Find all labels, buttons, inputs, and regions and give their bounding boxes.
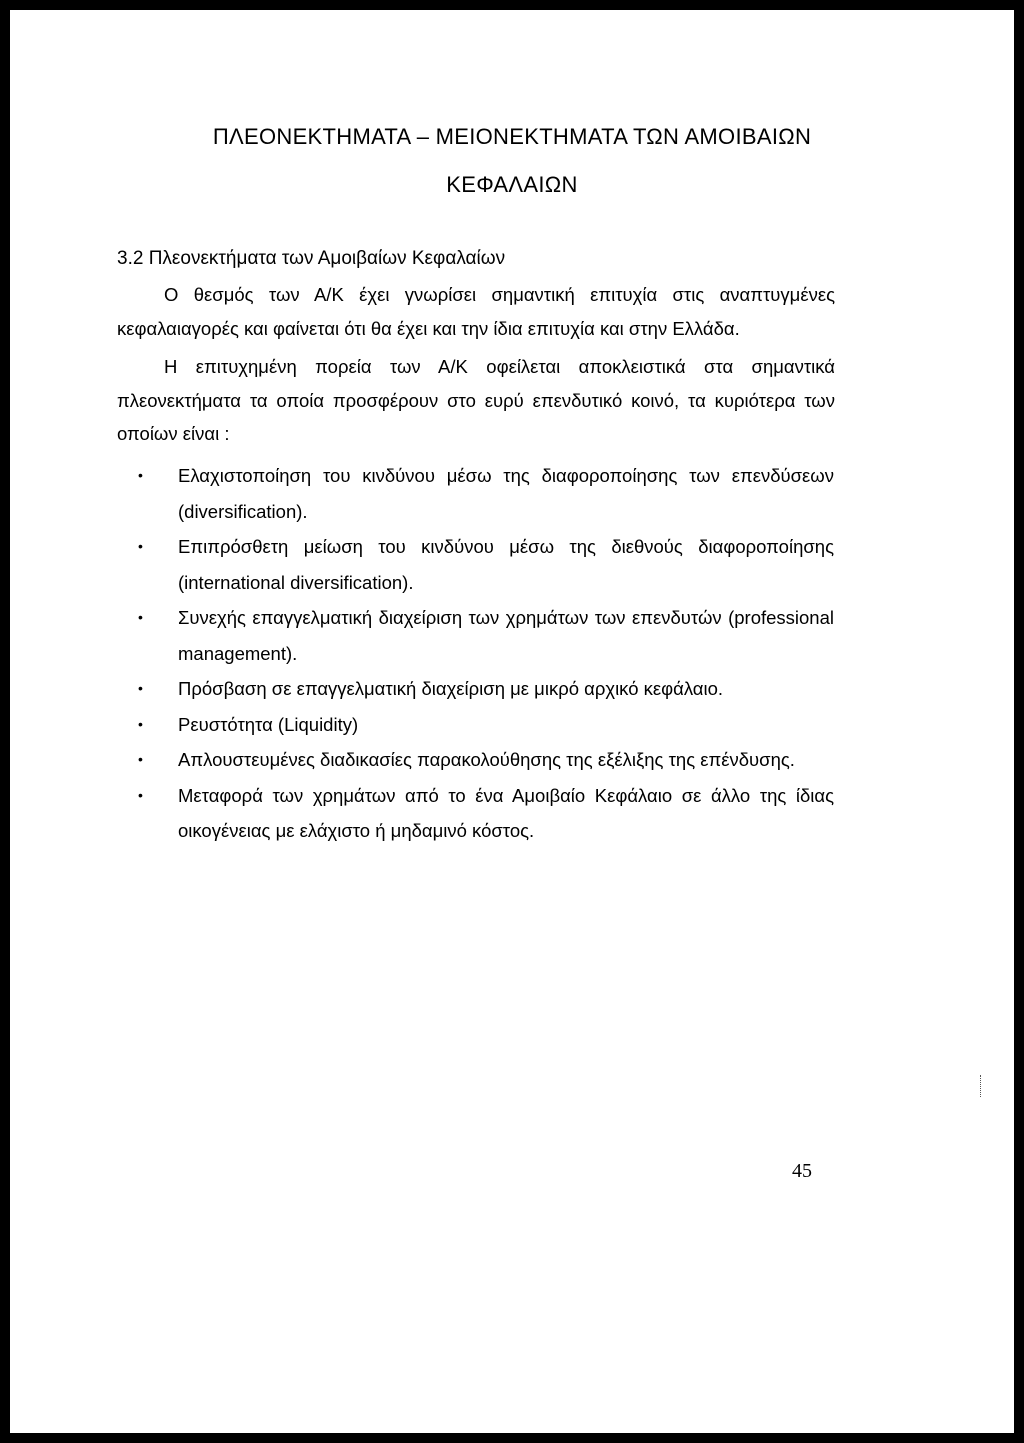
- bullet-icon: •: [138, 715, 143, 732]
- bullet-icon: •: [138, 786, 143, 803]
- list-item: [136, 600, 834, 671]
- document-page: [10, 10, 1014, 1433]
- list-item-text: Ρευστότητα (Liquidity): [178, 713, 359, 735]
- list-item-text: Συνεχής επαγγελματική διαχείριση των χρημάτων των επενδυτών (professional management).: [178, 607, 834, 664]
- list-item: [136, 458, 834, 529]
- list-item-text: Μεταφορά των χρημάτων από το ένα Αμοιβαίο Κεφάλαιο σε άλλο της ίδιας οικογένειας με ελάχιστο ή μηδαμινό κόστος.: [178, 784, 834, 841]
- list-item: [136, 707, 834, 743]
- list-item-text: Πρόσβαση σε επαγγελματική διαχείριση με μικρό αρχικό κεφάλαιο.: [178, 678, 724, 699]
- list-item: [136, 671, 834, 707]
- list-item: [136, 778, 834, 849]
- scan-artifact: [980, 1075, 982, 1097]
- bullet-icon: •: [138, 680, 143, 696]
- bullet-icon: •: [138, 609, 143, 625]
- bullet-icon: •: [138, 751, 143, 767]
- list-item-text: Επιπρόσθετη μείωση του κινδύνου μέσω της διεθνούς διαφοροποίησης (international diversification).: [178, 536, 834, 593]
- list-item-text: Απλουστευμένες διαδικασίες παρακολούθησης της εξέλιξης της επένδυσης.: [178, 749, 795, 770]
- list-item: [136, 742, 834, 778]
- paragraph: Ο θεσμός των Α/Κ έχει γνωρίσει σημαντική επιτυχία στις αναπτυγμένες κεφαλαιαγορές και φαίνεται ότι θα έχει και την ίδια επιτυχία και στην Ελλάδα.: [117, 284, 835, 339]
- page-number: 45: [792, 1160, 812, 1182]
- list-item-text: Ελαχιστοποίηση του κινδύνου μέσω της διαφοροποίησης των επενδύσεων (diversification).: [178, 465, 834, 522]
- bullet-icon: •: [138, 538, 143, 554]
- list-item: [136, 529, 834, 600]
- title-line-1: ΠΛΕΟΝΕΚΤΗΜΑΤΑ – ΜΕΙΟΝΕΚΤΗΜΑΤΑ ΤΩΝ ΑΜΟΙΒΑΙΩΝ: [212, 124, 812, 149]
- bullet-icon: •: [138, 467, 143, 483]
- title-line-2: ΚΕΦΑΛΑΙΩΝ: [446, 172, 578, 197]
- section-heading: 3.2 Πλεονεκτήματα των Αμοιβαίων Κεφαλαίων: [117, 248, 506, 269]
- paragraph: Η επιτυχημένη πορεία των Α/Κ οφείλεται αποκλειστικά στα σημαντικά πλεονεκτήματα τα οποία προσφέρουν στο ευρύ επενδυτικό κοινό, τα κυριότερα των οποίων είναι :: [117, 356, 835, 444]
- advantages-list: [136, 458, 834, 849]
